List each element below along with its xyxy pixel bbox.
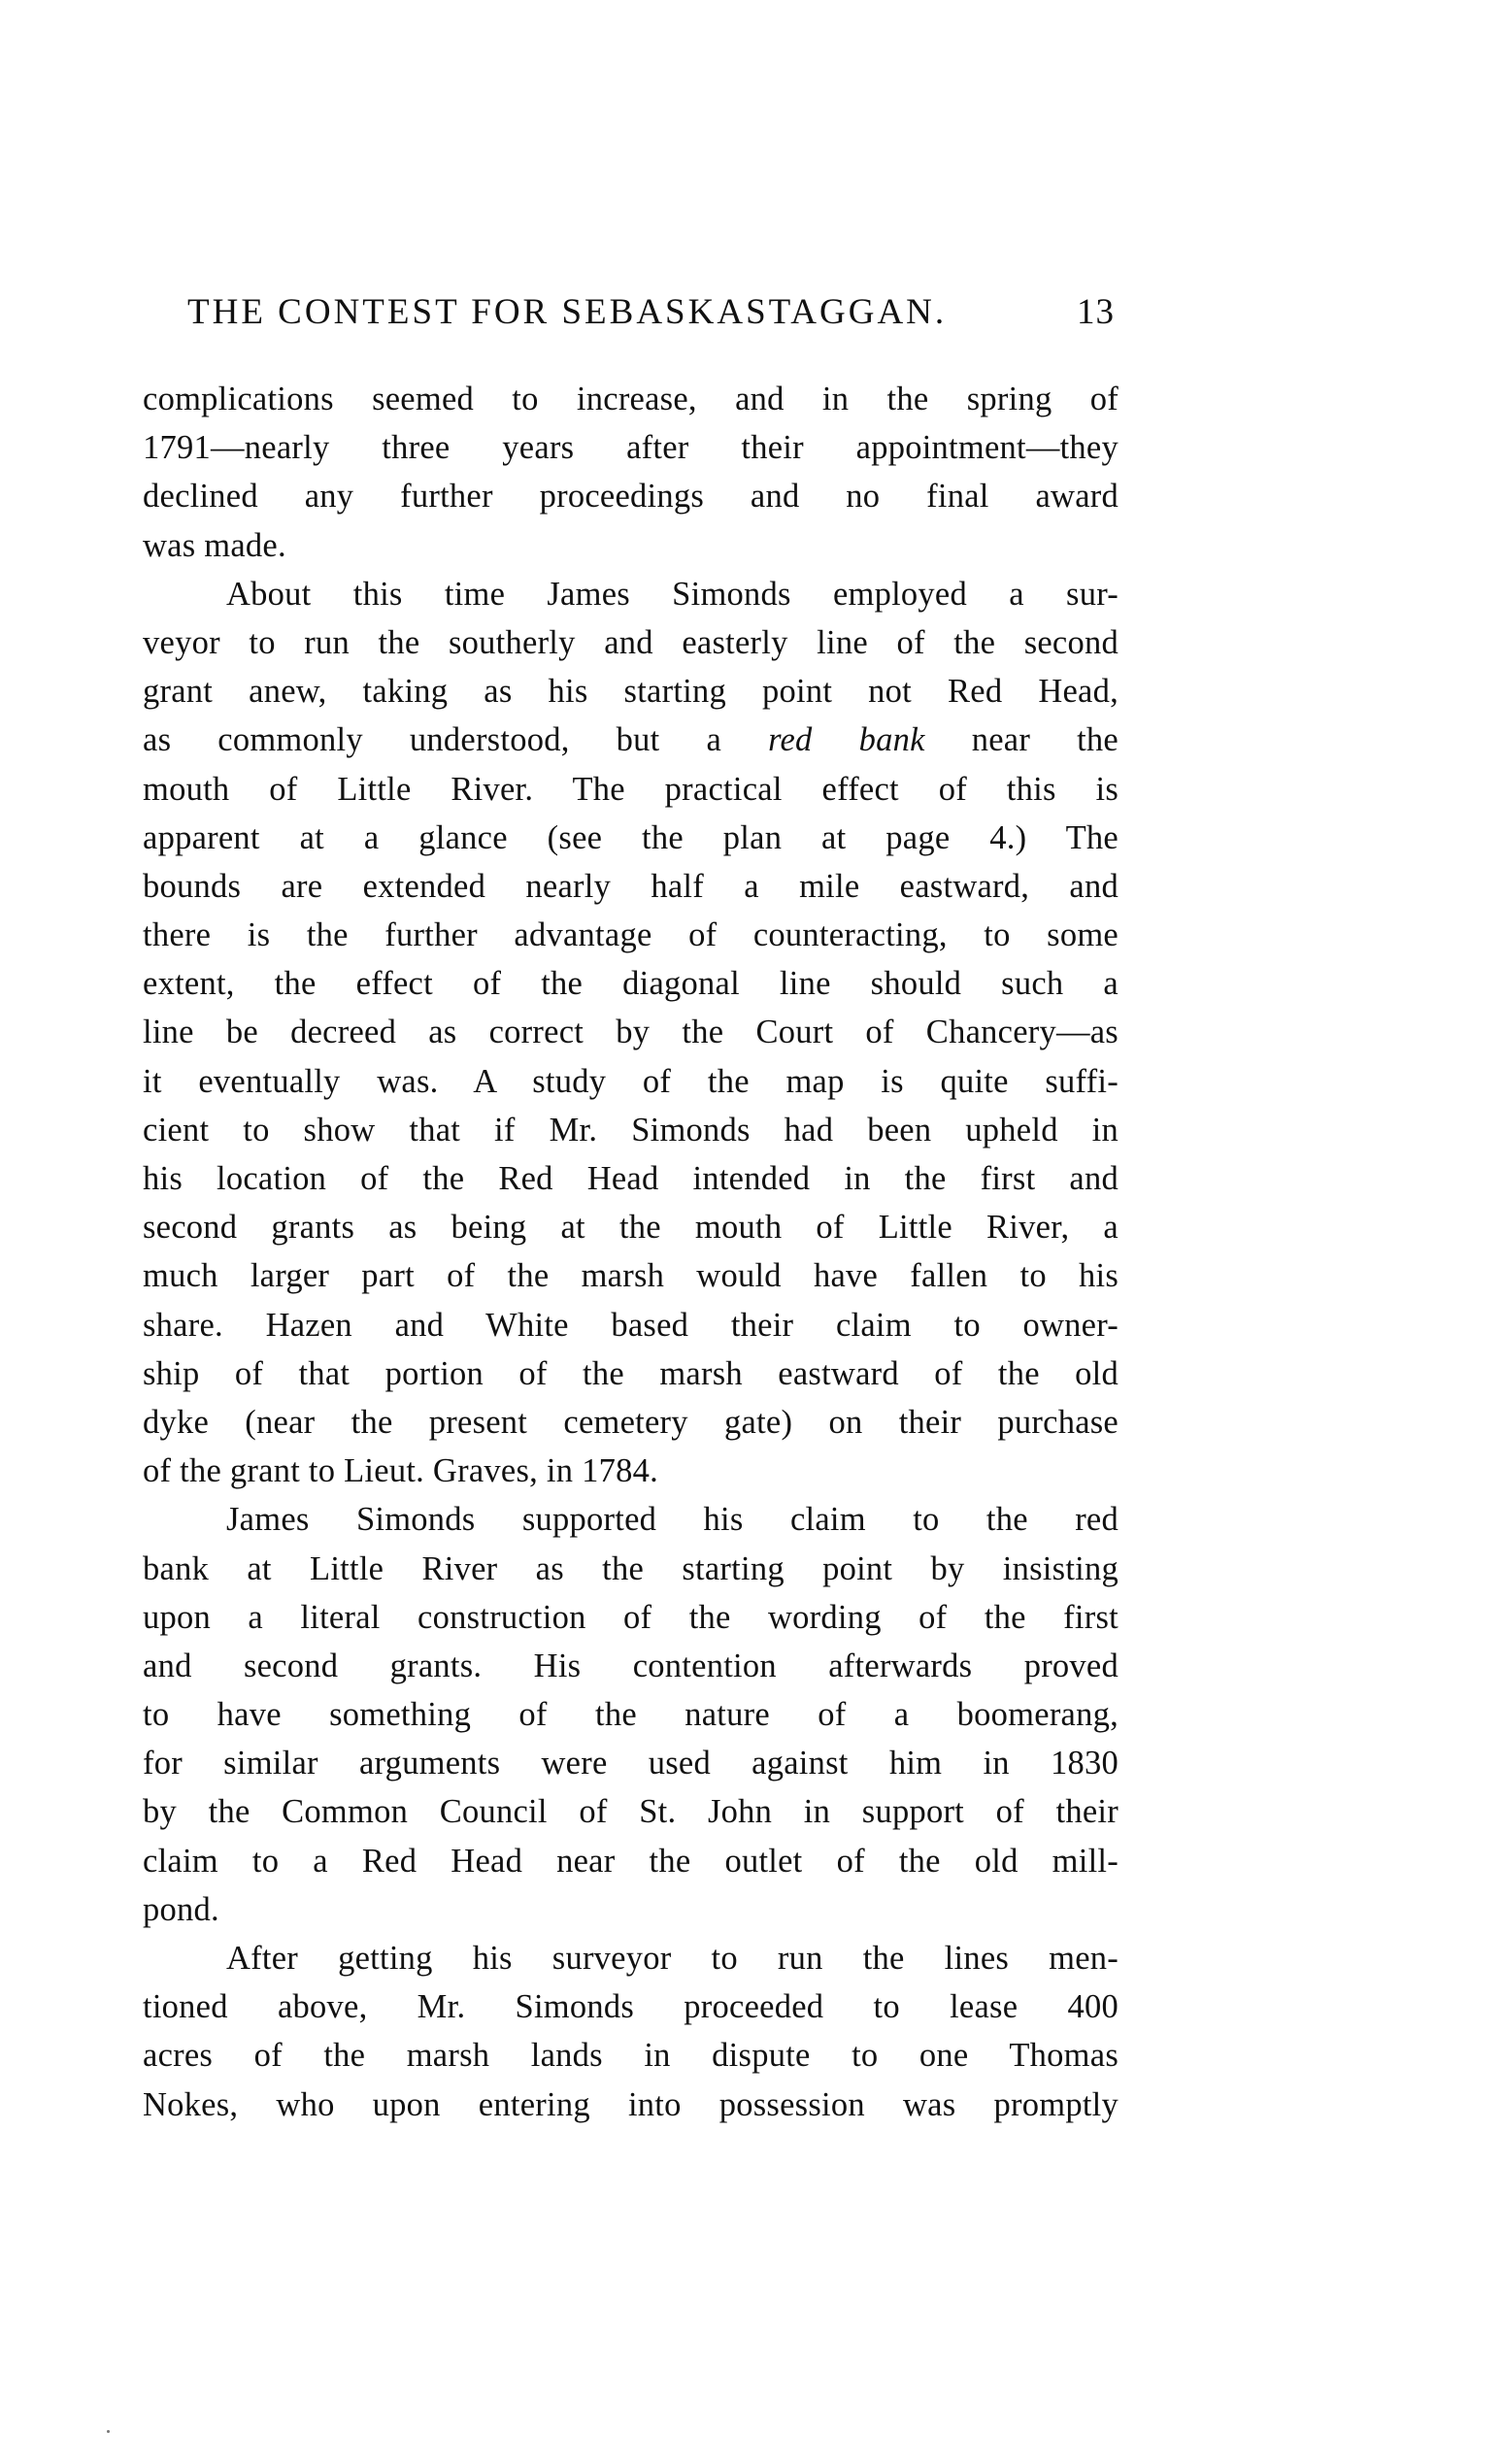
text-line: tioned above, Mr. Simonds proceeded to lease 400 [143,1988,1119,2026]
text-line: extent, the effect of the diagonal line should such a [143,965,1119,1003]
text-line: mouth of Little River. The practical effect of this is [143,770,1119,808]
paragraph-end-line: of the grant to Lieut. Graves, in 1784. [143,1452,658,1490]
text-line: bounds are extended nearly half a mile eastward, and [143,867,1119,905]
text-line: dyke (near the present cemetery gate) on their purchase [143,1403,1119,1441]
text-line: declined any further proceedings and no final award [143,478,1119,516]
text-line: bank at Little River as the starting point by insisting [143,1549,1119,1587]
text-line: complications seemed to increase, and in the spring of [143,381,1119,417]
text-line: second grants as being at the mouth of Little River, a [143,1209,1119,1247]
text-line: Nokes, who upon entering into possession was promptly [143,2085,1119,2123]
text-line: 1791—nearly three years after their appointment—they [143,429,1119,467]
text-line: his location of the Red Head intended in the first and [143,1160,1119,1197]
text-line: and second grants. His contention afterwards proved [143,1647,1119,1684]
body-text [143,375,1119,2129]
page-number: 13 [1077,292,1115,332]
text-line: upon a literal construction of the wording of the first [143,1598,1119,1636]
paragraph-start-line: James Simonds supported his claim to the red [226,1501,1119,1539]
text-line: grant anew, taking as his starting point not Red Head, [143,673,1119,711]
text-line: much larger part of the marsh would have fallen to his [143,1257,1119,1295]
text-line: it eventually was. A study of the map is quite suffi- [143,1062,1119,1100]
text-line: acres of the marsh lands in dispute to one Thomas [143,2037,1119,2075]
paragraph-start-line: After getting his surveyor to run the lines men- [226,1940,1119,1977]
italic-phrase: red bank [768,721,925,759]
text-line: share. Hazen and White based their claim to owner- [143,1306,1119,1344]
text-line: veyor to run the southerly and easterly line of the second [143,623,1119,661]
scan-dot-mark [107,2430,110,2433]
text-line: ship of that portion of the marsh eastward of the old [143,1354,1119,1392]
text-line: by the Common Council of St. John in support of their [143,1793,1119,1831]
text-line-with-italic [143,716,1119,764]
text-run: as commonly understood, but a [143,721,769,759]
text-line: to have something of the nature of a boomerang, [143,1696,1119,1734]
text-line: for similar arguments were used against him in 1830 [143,1745,1119,1782]
text-line: cient to show that if Mr. Simonds had been upheld in [143,1111,1119,1149]
text-line: claim to a Red Head near the outlet of the old mill- [143,1842,1119,1880]
paragraph-end-line: was made. [143,526,286,564]
text-line: there is the further advantage of counteracting, to some [143,916,1119,954]
paragraph-start-line: About this time James Simonds employed a sur- [226,575,1119,613]
running-header [187,289,1115,336]
paragraph-end-line: pond. [143,1890,219,1928]
text-line: apparent at a glance (see the plan at page 4.) The [143,818,1119,856]
text-run: near the [924,721,1119,759]
chapter-title: THE CONTEST FOR SEBASKASTAGGAN. [187,292,948,332]
text-line: line be decreed as correct by the Court of Chancery—as [143,1014,1119,1051]
